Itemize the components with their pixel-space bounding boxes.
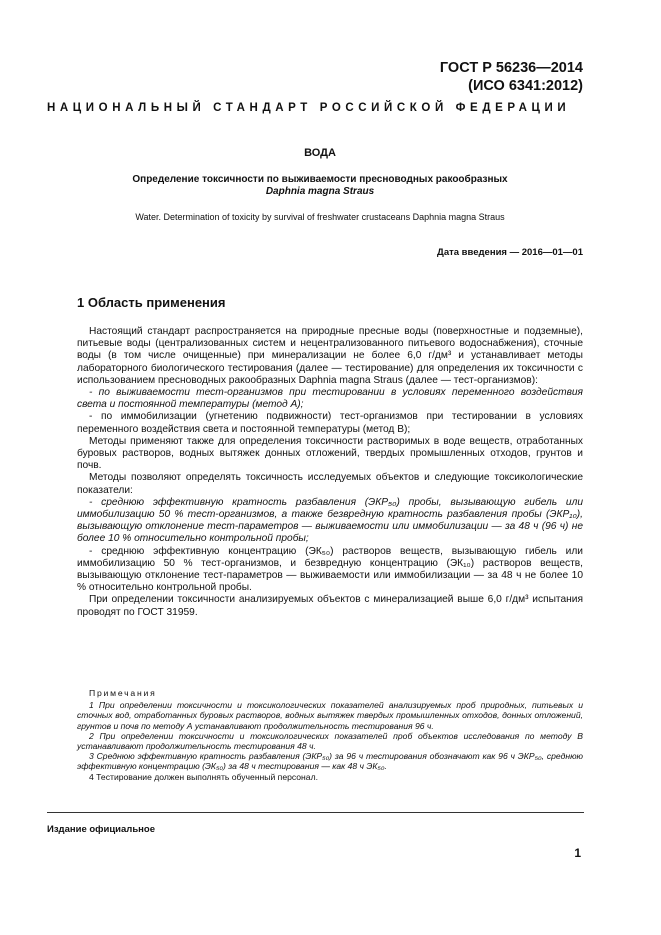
subtitle-line-1: Определение токсичности по выживаемости пресноводных ракообразных xyxy=(132,174,508,185)
footer-divider xyxy=(47,812,584,813)
paragraph: Методы применяют также для определения токсичности растворимых в воде веществ, отработанных буровых растворов, водных вытяжек донных отложений, твердых промышленных отходов, грунтов и почв. xyxy=(77,435,583,472)
note-item: 2 При определении токсичности и токсикологических показателей проб объектов исследования по методу В устанавливают продолжительность тестирования 48 ч. xyxy=(77,730,583,752)
effective-date: Дата введения — 2016—01—01 xyxy=(437,247,583,258)
paragraph: Методы позволяют определять токсичность исследуемых объектов и следующие токсикологические показатели: xyxy=(77,472,583,496)
note-item: 3 Среднюю эффективную кратность разбавления (ЭКР₅₀) за 96 ч тестирования обозначают как 96 ч ЭКР₅₀, среднюю эффективную концентрацию (ЭК₅₀) за 48 ч тестирования — как 48 ч ЭК₅₀. xyxy=(77,751,583,772)
iso-reference: (ИСО 6341:2012) xyxy=(468,78,583,94)
official-edition-label: Издание официальное xyxy=(47,824,155,835)
subtitle-line-2: Daphnia magna Straus xyxy=(265,186,375,197)
document-subtitle xyxy=(60,174,580,198)
english-title: Water. Determination of toxicity by survival of freshwater crustaceans Daphnia magna Straus xyxy=(135,212,505,222)
paragraph: - по выживаемости тест-организмов при тестировании в условиях переменного воздействия света и постоянной температуры (метод А); xyxy=(77,387,583,411)
page-number: 1 xyxy=(574,846,581,860)
notes-heading: Примечания xyxy=(89,688,157,698)
paragraph: Настоящий стандарт распространяется на природные пресные воды (поверхностные и подземные), питьевые воды (централизованных систем и нецентрализованного питьевого водоснабжения), сточные воды (в том числе очищенные) при минерализации не более 6,0 г/дм³ и устанавливает методы лабораторного биологического тестирования (далее — тестирование) для определения их токсичности с использованием пресноводных ракообразных Daphnia magna Straus (далее — тест-организмов): xyxy=(77,326,583,386)
paragraph: - среднюю эффективную кратность разбавления (ЭКР₅₀) пробы, вызывающую гибель или иммобилизацию 50 % тест-организмов, а также безвредную кратность разбавления пробы (ЭКР₁₀), вызывающую отклонение тест-параметров — выживаемости или иммобилизации — за 48 ч (96 ч) не более 10 % относительно контрольной пробы; xyxy=(77,496,583,545)
section-body xyxy=(77,326,583,619)
note-item: 4 Тестирование должен выполнять обученный персонал. xyxy=(89,771,318,782)
paragraph: - по иммобилизации (угнетению подвижности) тест-организмов при тестировании в условиях переменного воздействия света и постоянной температуры (метод В); xyxy=(77,411,583,435)
note-item: 1 При определении токсичности и токсикологических показателей анализируемых проб природных, питьевых и сточных вод, отработанных буровых растворов, водных вытяжек твердых промышленных отходов, донных отложений, грунтов и почв по методу А устанавливают продолжительность тестирования 96 ч. xyxy=(77,700,583,731)
document-title: ВОДА xyxy=(304,147,336,159)
paragraph: - среднюю эффективную концентрацию (ЭК₅₀) растворов веществ, вызывающую гибель или иммобилизацию 50 % тест-организмов, и безвредную концентрацию (ЭК₁₀) растворов веществ, вызывающую отклонение тест-параметров — выживаемости или иммобилизации — за 48 ч не более 10 % относительно контрольной пробы. xyxy=(77,545,583,594)
paragraph: При определении токсичности анализируемых объектов с минерализацией выше 6,0 г/дм³ испытания проводят по ГОСТ 31959. xyxy=(77,594,583,618)
section-heading: 1 Область применения xyxy=(77,295,226,310)
notes-block xyxy=(77,688,583,782)
national-standard-banner: НАЦИОНАЛЬНЫЙ СТАНДАРТ РОССИЙСКОЙ ФЕДЕРАЦИИ xyxy=(47,102,571,114)
standard-number: ГОСТ Р 56236—2014 xyxy=(439,60,583,76)
